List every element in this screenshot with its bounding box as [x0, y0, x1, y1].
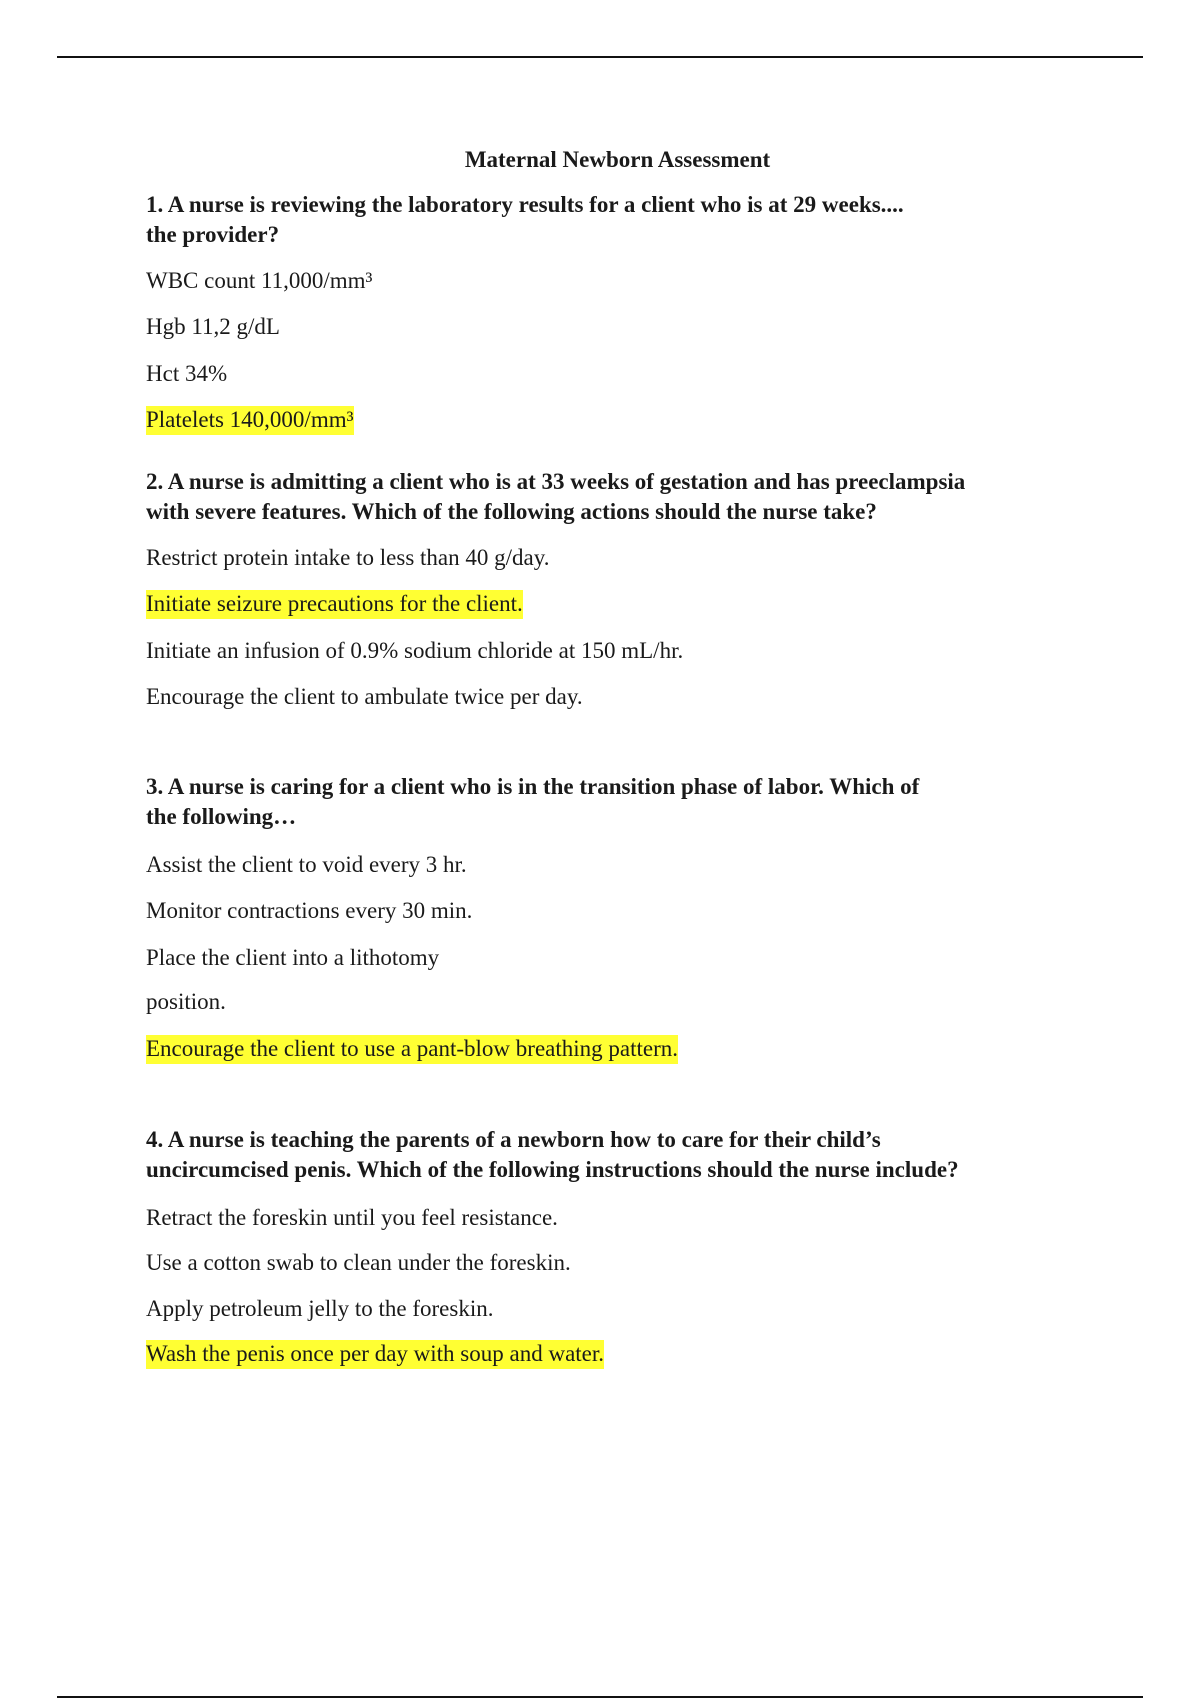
- question-2-line-1: 2. A nurse is admitting a client who is at 33 weeks of gestation and has preeclampsia: [146, 469, 966, 494]
- q3-option-1: Assist the client to void every 3 hr.: [146, 852, 467, 877]
- q4-option-4-highlighted: Wash the penis once per day with soup and water.: [146, 1339, 604, 1369]
- header-rule: [57, 56, 1143, 58]
- q1-option-3: Hct 34%: [146, 361, 228, 386]
- q4-option-2: Use a cotton swab to clean under the foreskin.: [146, 1250, 571, 1275]
- question-4: [146, 1125, 1046, 1185]
- q2-option-3: Initiate an infusion of 0.9% sodium chloride at 150 mL/hr.: [146, 638, 684, 663]
- question-1-line-1: 1. A nurse is reviewing the laboratory results for a client who is at 29 weeks....: [146, 192, 904, 217]
- q4-option-3: Apply petroleum jelly to the foreskin.: [146, 1296, 494, 1321]
- q4-option-1: Retract the foreskin until you feel resistance.: [146, 1205, 558, 1230]
- q3-option-2: Monitor contractions every 30 min.: [146, 898, 473, 923]
- question-2-line-2: with severe features. Which of the following actions should the nurse take?: [146, 499, 877, 524]
- question-3: [146, 772, 1046, 832]
- question-2: [146, 467, 1046, 527]
- q3-option-4-highlighted: Encourage the client to use a pant-blow breathing pattern.: [146, 1034, 678, 1064]
- q1-option-1: WBC count 11,000/mm³: [146, 268, 373, 293]
- q1-option-4-highlighted: Platelets 140,000/mm³: [146, 405, 354, 435]
- question-4-line-1: 4. A nurse is teaching the parents of a newborn how to care for their child’s: [146, 1127, 881, 1152]
- document-title: Maternal Newborn Assessment: [464, 147, 771, 172]
- q3-option-3: Place the client into a lithotomy: [146, 945, 440, 970]
- q2-option-4: Encourage the client to ambulate twice per day.: [146, 684, 583, 709]
- question-3-line-1: 3. A nurse is caring for a client who is in the transition phase of labor. Which of: [146, 774, 920, 799]
- footer-rule: [57, 1696, 1143, 1698]
- question-3-line-2: the following…: [146, 804, 297, 829]
- question-1-line-2: the provider?: [146, 222, 280, 247]
- q1-option-2: Hgb 11,2 g/dL: [146, 314, 280, 339]
- q2-option-2-highlighted: Initiate seizure precautions for the client.: [146, 589, 523, 619]
- q2-option-1: Restrict protein intake to less than 40 g/day.: [146, 545, 550, 570]
- question-4-line-2: uncircumcised penis. Which of the following instructions should the nurse include?: [146, 1157, 959, 1182]
- question-1: [146, 190, 1046, 250]
- q3-option-3-continued: position.: [146, 989, 226, 1014]
